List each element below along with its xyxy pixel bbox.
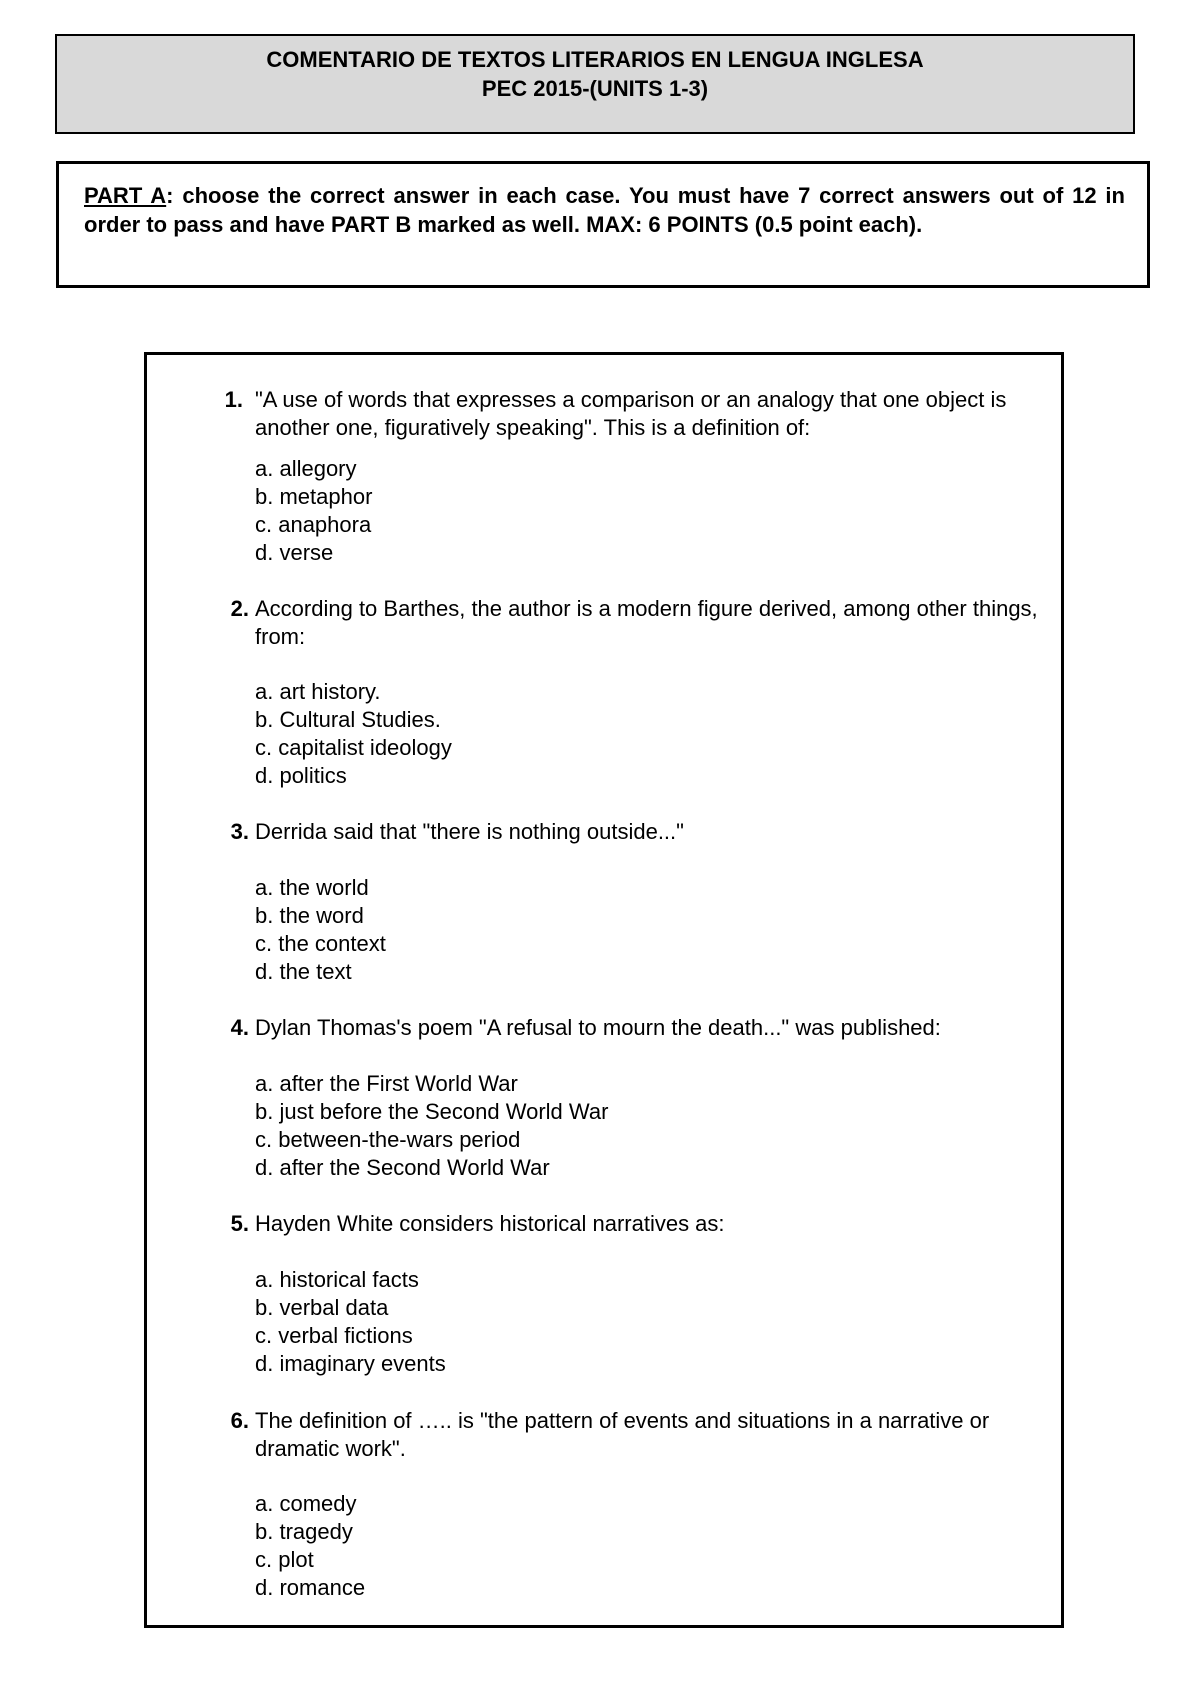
question-text: According to Barthes, the author is a modern figure derived, among other things, from: [255, 596, 1038, 649]
option: a. art history. [255, 679, 381, 704]
options-list [255, 1070, 955, 1182]
questions-box [144, 352, 1064, 1628]
option: a. comedy [255, 1491, 357, 1516]
instructions-box [56, 161, 1150, 288]
option: a. after the First World War [255, 1071, 518, 1096]
option: b. verbal data [255, 1295, 389, 1320]
option: a. historical facts [255, 1267, 419, 1292]
option: d. the text [255, 959, 352, 984]
option: c. plot [255, 1547, 314, 1572]
question-text: Dylan Thomas's poem "A refusal to mourn the death..." was published: [255, 1015, 941, 1040]
question-text: The definition of ….. is "the pattern of events and situations in a narrative or dramatic work". [255, 1408, 990, 1461]
instructions-text: : choose the correct answer in each case. You must have 7 correct answers out of 12 in order to pass and have PART B marked as well. MAX: 6 POINTS (0.5 point each). [84, 183, 1125, 237]
options-list [255, 455, 955, 567]
option: c. between-the-wars period [255, 1127, 521, 1152]
option: a. allegory [255, 456, 357, 481]
question-number: 1. [224, 387, 243, 412]
question-number: 4. [230, 1015, 249, 1040]
option: c. the context [255, 931, 386, 956]
question-number: 6. [230, 1408, 249, 1433]
question-text: Derrida said that "there is nothing outside..." [255, 819, 684, 844]
options-list [255, 678, 955, 790]
question-number: 3. [230, 819, 249, 844]
part-label: PART A [84, 183, 167, 208]
options-list [255, 874, 955, 986]
option: c. capitalist ideology [255, 735, 452, 760]
option: a. the world [255, 875, 369, 900]
option: c. anaphora [255, 512, 372, 537]
option: b. metaphor [255, 484, 373, 509]
option: b. just before the Second World War [255, 1099, 609, 1124]
option: d. politics [255, 763, 347, 788]
question-number: 2. [230, 596, 249, 621]
question-number: 5. [230, 1211, 249, 1236]
question-text: "A use of words that expresses a comparison or an analogy that one object is another one, figuratively speaking". This is a definition of: [255, 387, 1007, 440]
options-list [255, 1266, 955, 1378]
option: c. verbal fictions [255, 1323, 413, 1348]
document-title: COMENTARIO DE TEXTOS LITERARIOS EN LENGUA INGLESA [266, 47, 924, 72]
option: b. the word [255, 903, 364, 928]
option: d. after the Second World War [255, 1155, 550, 1180]
option: d. verse [255, 540, 334, 565]
option: d. romance [255, 1575, 366, 1600]
option: d. imaginary events [255, 1351, 446, 1376]
question-text: Hayden White considers historical narratives as: [255, 1211, 725, 1236]
document-header [55, 34, 1135, 134]
options-list [255, 1490, 955, 1602]
option: b. tragedy [255, 1519, 353, 1544]
option: b. Cultural Studies. [255, 707, 441, 732]
document-subtitle: PEC 2015-(UNITS 1-3) [481, 76, 709, 101]
